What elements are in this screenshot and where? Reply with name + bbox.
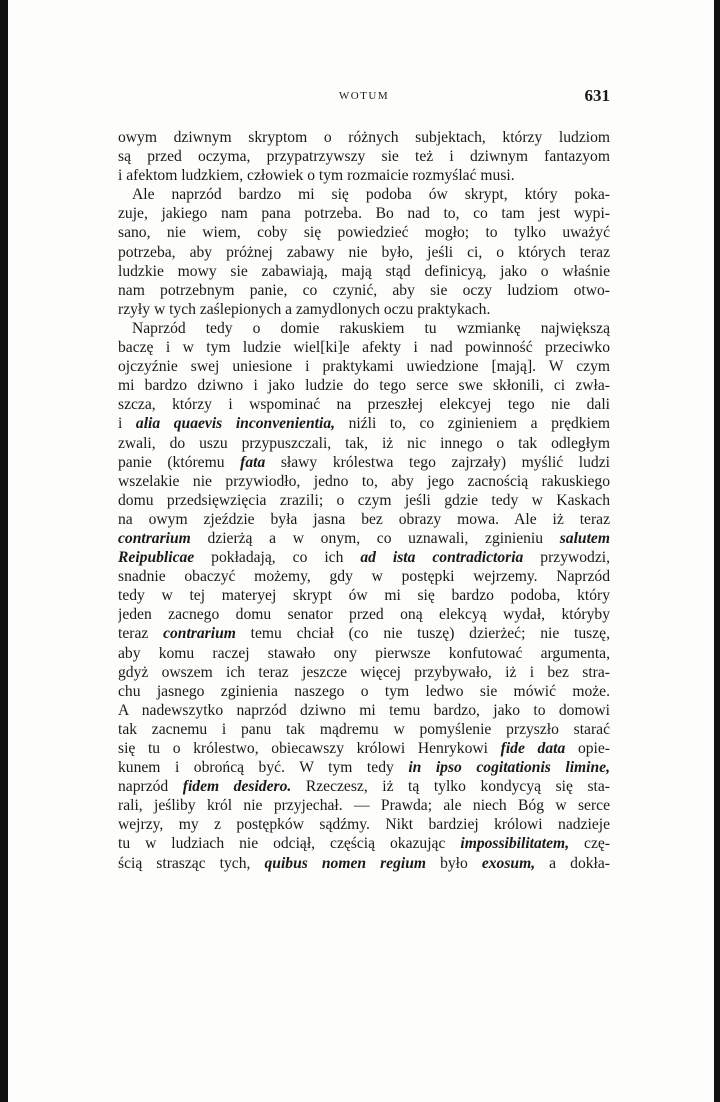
text-line: tedy w tej materyej skrypt ów mi się bardzo podoba, który [118, 587, 610, 605]
text-line: szcza, którzy i wspominać na przeszłej elekcyej tego nie dali [118, 396, 610, 414]
text-line: owym dziwnym skryptom o różnych subjektach, którzy ludziom [118, 129, 610, 146]
text-line: contrarium dzierżą a w onym, co uznawali, zginieniu salutem [118, 529, 610, 547]
scan-edge-left [0, 0, 8, 1102]
text-line: i afektom ludzkiem, człowiek o tym rozmaicie rozmyślać musi. [118, 167, 515, 185]
text-line: baczę i w tym ludzie wiel[ki]e afekty i nad powinność przeciwko [118, 339, 610, 357]
text-line: i alia quaevis inconvenientia, niźli to, co zginieniem a prędkiem [118, 415, 610, 433]
text-line: ludzkie mowy sie zabawiają, mają stąd definicyą, jako o właśnie [118, 262, 610, 280]
running-title: WOTUM [338, 90, 390, 102]
text-line: naprzód fidem desidero. Rzeczesz, iż tą tylko kondycyą się sta- [118, 778, 610, 796]
text-line: mi bardzo dziwno i jako ludzie do tego serce swe skłonili, ci zwła- [118, 377, 610, 395]
text-line: panie (któremu fata sławy królestwa tego zajrzały) myślić ludzi [118, 453, 610, 471]
text-line: tak zacnemu i panu tak mądremu w pomyślenie przyszło starać [118, 720, 610, 738]
text-line: potrzeba, aby próżnej zabawy nie było, jeśli ci, o których teraz [118, 243, 610, 261]
text-line: rali, jeśliby król nie przyjechał. — Prawda; ale niech Bóg w serce [118, 797, 610, 815]
text-line: wejrzy, my z postępków sądźmy. Nikt bardziej królowi nadzieje [118, 816, 610, 834]
text-line: kunem i obrońcą być. W tym tedy in ipso cogitationis limine, [118, 759, 610, 777]
text-line: aby komu raczej stawało ony pierwsze konfutować argumenta, [118, 644, 610, 662]
text-line: sano, nie wiem, coby się powiedzieć mogło; to tylko uważyć [118, 224, 610, 242]
page-number: 631 [584, 86, 610, 105]
text-line: wszelakie nie przywiodło, jedno to, aby jego zacnością rakuskiego [118, 472, 610, 490]
text-line: domu przedsięwzięcia zrazili; o czym jeśli gdzie tedy w Kaskach [118, 491, 610, 509]
text-line: chu jasnego zginienia naszego o tym ledwo sie mówić może. [118, 682, 610, 700]
page-header [118, 86, 610, 110]
text-line: zwali, do uszu przypuszczali, tak, iż nic innego o tak odległym [118, 434, 610, 452]
body-text [118, 128, 610, 873]
text-line: ścią strasząc tych, quibus nomen regium było exosum, a dokła- [118, 854, 610, 872]
text-line: są przed oczyma, przypatrzywszy sie też i dziwnym fantazyom [118, 148, 610, 166]
text-line: Reipublicae pokładają, co ich ad ista contradictoria przywodzi, [118, 549, 610, 567]
text-line: się tu o królestwo, obiecawszy królowi Henrykowi fide data opie- [118, 740, 610, 757]
text-line: tu w ludziach nie odciął, częścią okazując impossibilitatem, czę- [118, 835, 610, 853]
text-line: A nadewszytko naprzód dziwno mi temu bardzo, jako to domowi [118, 701, 610, 719]
text-line: nam potrzebnym panie, co czynić, aby sie oczy ludziom otwo- [118, 281, 610, 299]
text-line: na owym zjeździe była jasna bez obrazy mowa. Ale iż teraz [118, 510, 610, 528]
text-line: zuje, jakiego nam pana potrzeba. Bo nad to, co tam jest wypi- [118, 205, 610, 223]
text-line: teraz contrarium temu chciał (co nie tuszę) dzierżeć; nie tuszę, [118, 625, 610, 643]
text-line: Ale naprzód bardzo mi się podoba ów skrypt, który poka- [132, 186, 610, 204]
text-line: jeden zacnego domu senator przed oną elekcyą wydał, któryby [118, 606, 610, 624]
text-line: rzyły w tych zaślepionych a zamydlonych oczu praktykach. [118, 300, 491, 318]
text-line: Naprzód tedy o domie rakuskiem tu wzmiankę największą [132, 319, 610, 337]
text-line: gdyż owszem ich teraz jeszcze więcej przybywało, iż i bez stra- [118, 663, 610, 681]
text-line: snadnie obaczyć możemy, gdy w postępki wejrzemy. Naprzód [118, 568, 610, 586]
text-line: ojczyźnie swej uniesione i praktykami uwiedzione [mają]. W czym [118, 358, 610, 376]
scan-edge-right [714, 0, 720, 1102]
